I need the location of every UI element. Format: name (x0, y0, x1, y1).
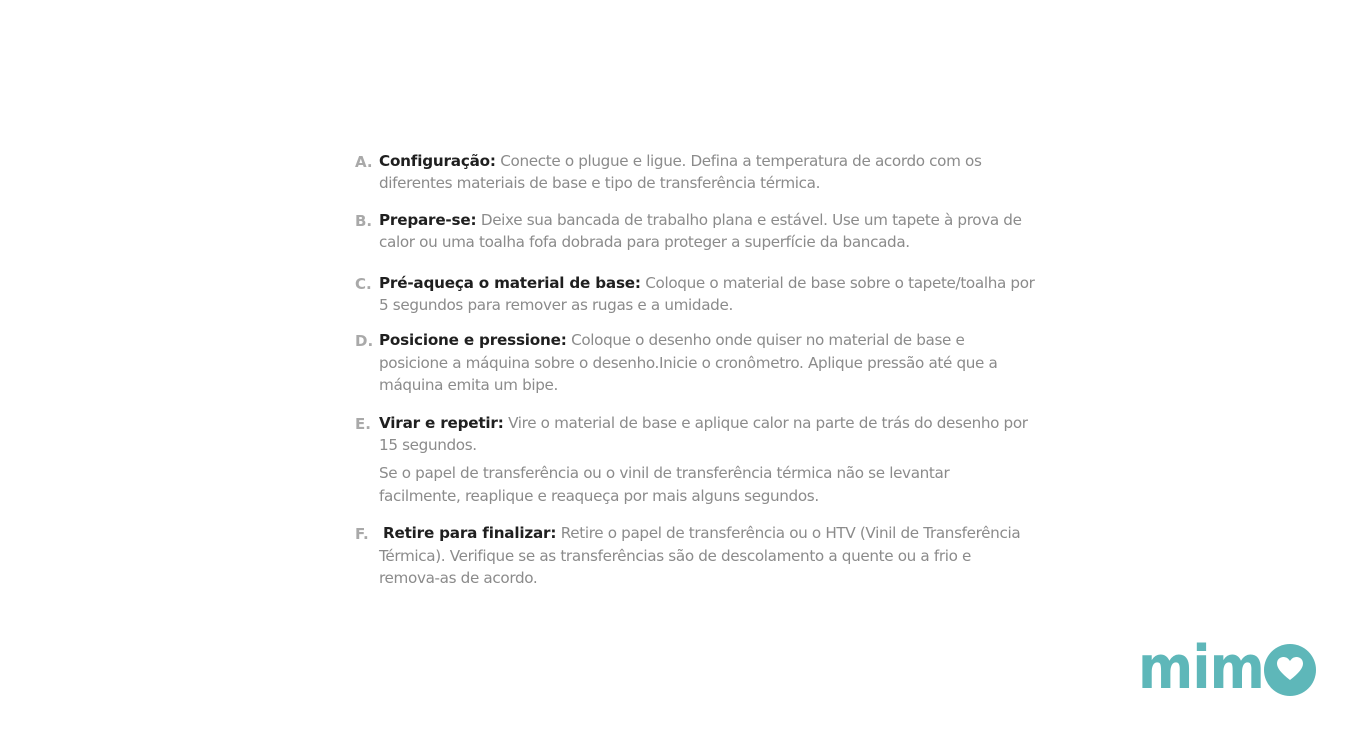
step-title: Virar e repetir: (379, 413, 504, 432)
step-f (355, 522, 1035, 589)
step-text: Retire o papel de transferência ou o HTV (Vinil de Transferência Térmica). Verifique se as transferências são de descolamento a quente ou a frio e remova-as de acordo. (379, 524, 1021, 588)
step-text: Conecte o plugue e ligue. Defina a temperatura de acordo com os diferentes materiais de base e tipo de transferência térmica. (379, 152, 982, 193)
mimo-logo (1138, 632, 1320, 696)
step-text: Coloque o material de base sobre o tapete/toalha por 5 segundos para remover as rugas e a umidade. (379, 273, 1035, 315)
instruction-steps (355, 150, 1035, 590)
step-a (355, 150, 1035, 195)
step-letter: B. (355, 211, 373, 230)
step-title: Posicione e pressione: (379, 331, 567, 350)
step-text: Vire o material de base e aplique calor na parte de trás do desenho por 15 segundos. (379, 413, 1028, 455)
step-title: Retire para finalizar: (383, 524, 557, 543)
step-letter: F. (355, 525, 369, 544)
step-text: Deixe sua bancada de trabalho plana e estável. Use um tapete à prova de calor ou uma toalha fofa dobrada para proteger a superfície da bancada. (379, 210, 1022, 252)
step-title: Prepare-se: (379, 210, 477, 229)
step-text: Coloque o desenho onde quiser no material de base e posicione a máquina sobre o desenho.Inicie o cronômetro. Aplique pressão até que a máquina emita um bipe. (379, 331, 998, 395)
heart-o-icon (1264, 644, 1316, 696)
step-note: Se o papel de transferência ou o vinil de transferência térmica não se levantar facilmente, reaplique e reaqueça por mais alguns segundos. (379, 464, 950, 505)
step-b (355, 209, 1035, 254)
step-letter: A. (355, 153, 373, 171)
step-letter: E. (355, 414, 371, 433)
step-letter: D. (355, 332, 374, 351)
logo-text: mim (1138, 633, 1264, 696)
step-title: Configuração: (379, 152, 496, 170)
step-c (355, 272, 1035, 317)
step-letter: C. (355, 274, 372, 293)
step-d (355, 329, 1035, 396)
step-e (355, 412, 1035, 508)
step-title: Pré-aqueça o material de base: (379, 273, 641, 292)
